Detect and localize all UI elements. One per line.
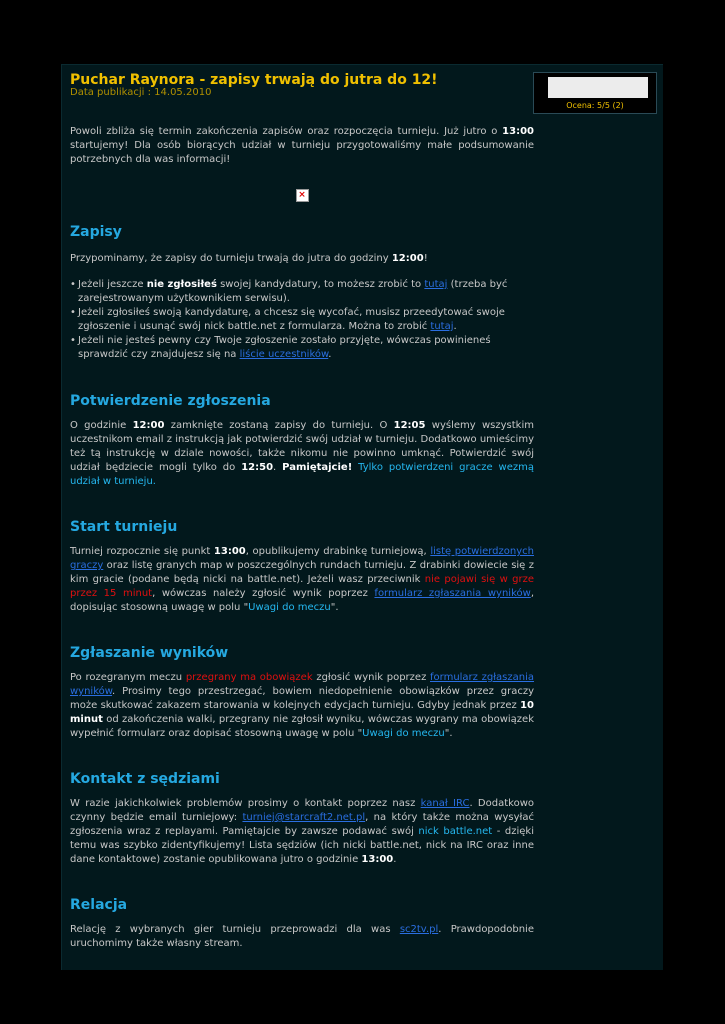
zapisy-list (70, 278, 534, 362)
article-content (70, 123, 534, 951)
list-item: • Jeżeli jeszcze nie zgłosiłeś swojej kandydatury, to możesz zrobić to tutaj (trzeba być zarejestrowanym użytkownikiem serwisu). (78, 278, 534, 306)
potwierdzenie-paragraph: O godzinie 12:00 zamknięte zostaną zapisy do turnieju. O 12:05 wyślemy wszystkim uczestnikom email z instrukcją jak potwierdzić swój udział w turnieju. Dodatkowo umieścimy też tą instrukcję w dziale nowości, także nikomu nie powinno umknąć. Potwierdzić swój udział będziecie mogli tylko do 12:50. Pamiętajcie! Tylko potwierdzeni gracze wezmą udział w turnieju. (70, 420, 535, 487)
rating-bar[interactable] (548, 77, 648, 98)
list-item: • Jeżeli zgłosiłeś swoją kandydaturę, a chcesz się wycofać, musisz przeedytować swoje zgłoszenie i usunąć swój nick battle.net z formularza. Można to zrobić tutaj. (78, 306, 534, 334)
confirmed-players-link[interactable]: listę potwierdzonych graczy (70, 546, 534, 571)
email-link[interactable]: turniej@starcraft2.net.pl (242, 812, 366, 823)
participants-list-link[interactable]: liście uczestników (239, 349, 329, 360)
broken-image-icon: × (296, 189, 309, 202)
withdraw-link[interactable]: tutaj (430, 321, 454, 332)
intro-paragraph: Powoli zbliża się termin zakończenia zapisów oraz rozpoczęcia turnieju. Już jutro o 13:00 startujemy! Dla osób biorących udział w turnieju przygotowaliśmy małe podsumowanie potrzebnych dla was informacji! (70, 126, 534, 165)
section-heading-wyniki: Zgłaszanie wyników (70, 645, 229, 661)
section-heading-kontakt: Kontakt z sędziami (70, 771, 220, 787)
start-paragraph: Turniej rozpocznie się punkt 13:00, opublikujemy drabinkę turniejową, listę potwierdzonych graczy oraz listę granych map w poszczególnych rundach turnieju. Z drabinki dowiecie się z kim gracie (podane będą nicki na battle.net). Jeżeli wasz przeciwnik nie pojawi się w grze przez 15 minut, wówczas należy zgłosić wynik poprzez formularz zgłaszania wyników, dopisując stosowną uwagę w polu "Uwagi do meczu". (70, 546, 535, 613)
signup-link[interactable]: tutaj (424, 279, 448, 290)
relacja-paragraph: Relację z wybranych gier turnieju przeprowadzi dla was sc2tv.pl. Prawdopodobnie uruchomimy także własny stream. (70, 924, 534, 949)
sc2tv-link[interactable]: sc2tv.pl (399, 924, 439, 935)
section-heading-relacja: Relacja (70, 897, 128, 913)
article-panel (61, 64, 663, 970)
results-form-link[interactable]: formularz zgłaszania wyników (374, 588, 531, 599)
section-heading-start: Start turnieju (70, 519, 178, 535)
irc-channel-link[interactable]: kanał IRC (420, 798, 470, 809)
kontakt-paragraph: W razie jakichkolwiek problemów prosimy o kontakt poprzez nasz kanał IRC. Dodatkowo czynny będzie email turniejowy: turniej@starcraft2.net.pl, na który także można wysyłać zgłoszenia wraz z replayami. Pamiętajcie by zawsze podawać swój nick battle.net - dzięki temu was szybko zidentyfikujemy! Lista sędziów (ich nicki battle.net, nick na IRC oraz inne dane kontaktowe) zostanie opublikowana jutro o godzinie 13:00. (70, 798, 535, 865)
rating-text: Ocena: 5/5 (2) (566, 101, 624, 110)
article-title: Puchar Raynora - zapisy trwają do jutra do 12! (70, 72, 438, 88)
section-heading-potwierdzenie: Potwierdzenie zgłoszenia (70, 393, 271, 409)
wyniki-paragraph: Po rozegranym meczu przegrany ma obowiązek zgłosić wynik poprzez formularz zgłaszania wyników. Prosimy tego przestrzegać, bowiem niedopełnienie obowiązków przez graczy może skutkować zakazem starowania w kolejnych edycjach turnieju. Gdyby jednak przez 10 minut od zakończenia walki, przegrany nie zgłosił wyniku, wówczas wygrany ma obowiązek wypełnić formularz oraz dopisać stosowną uwagę w polu "Uwagi do meczu". (70, 672, 535, 739)
results-form-link[interactable]: formularz zgłaszania wyników (70, 672, 535, 697)
rating-box (533, 72, 657, 114)
zapisy-paragraph: Przypominamy, że zapisy do turnieju trwają do jutra do godziny 12:00! (70, 253, 428, 264)
publication-date: Data publikacji : 14.05.2010 (70, 87, 212, 98)
list-item: • Jeżeli nie jesteś pewny czy Twoje zgłoszenie zostało przyjęte, wówczas powinieneś sprawdzić czy znajdujesz się na liście uczestników. (78, 334, 534, 362)
section-heading-zapisy: Zapisy (70, 224, 122, 240)
